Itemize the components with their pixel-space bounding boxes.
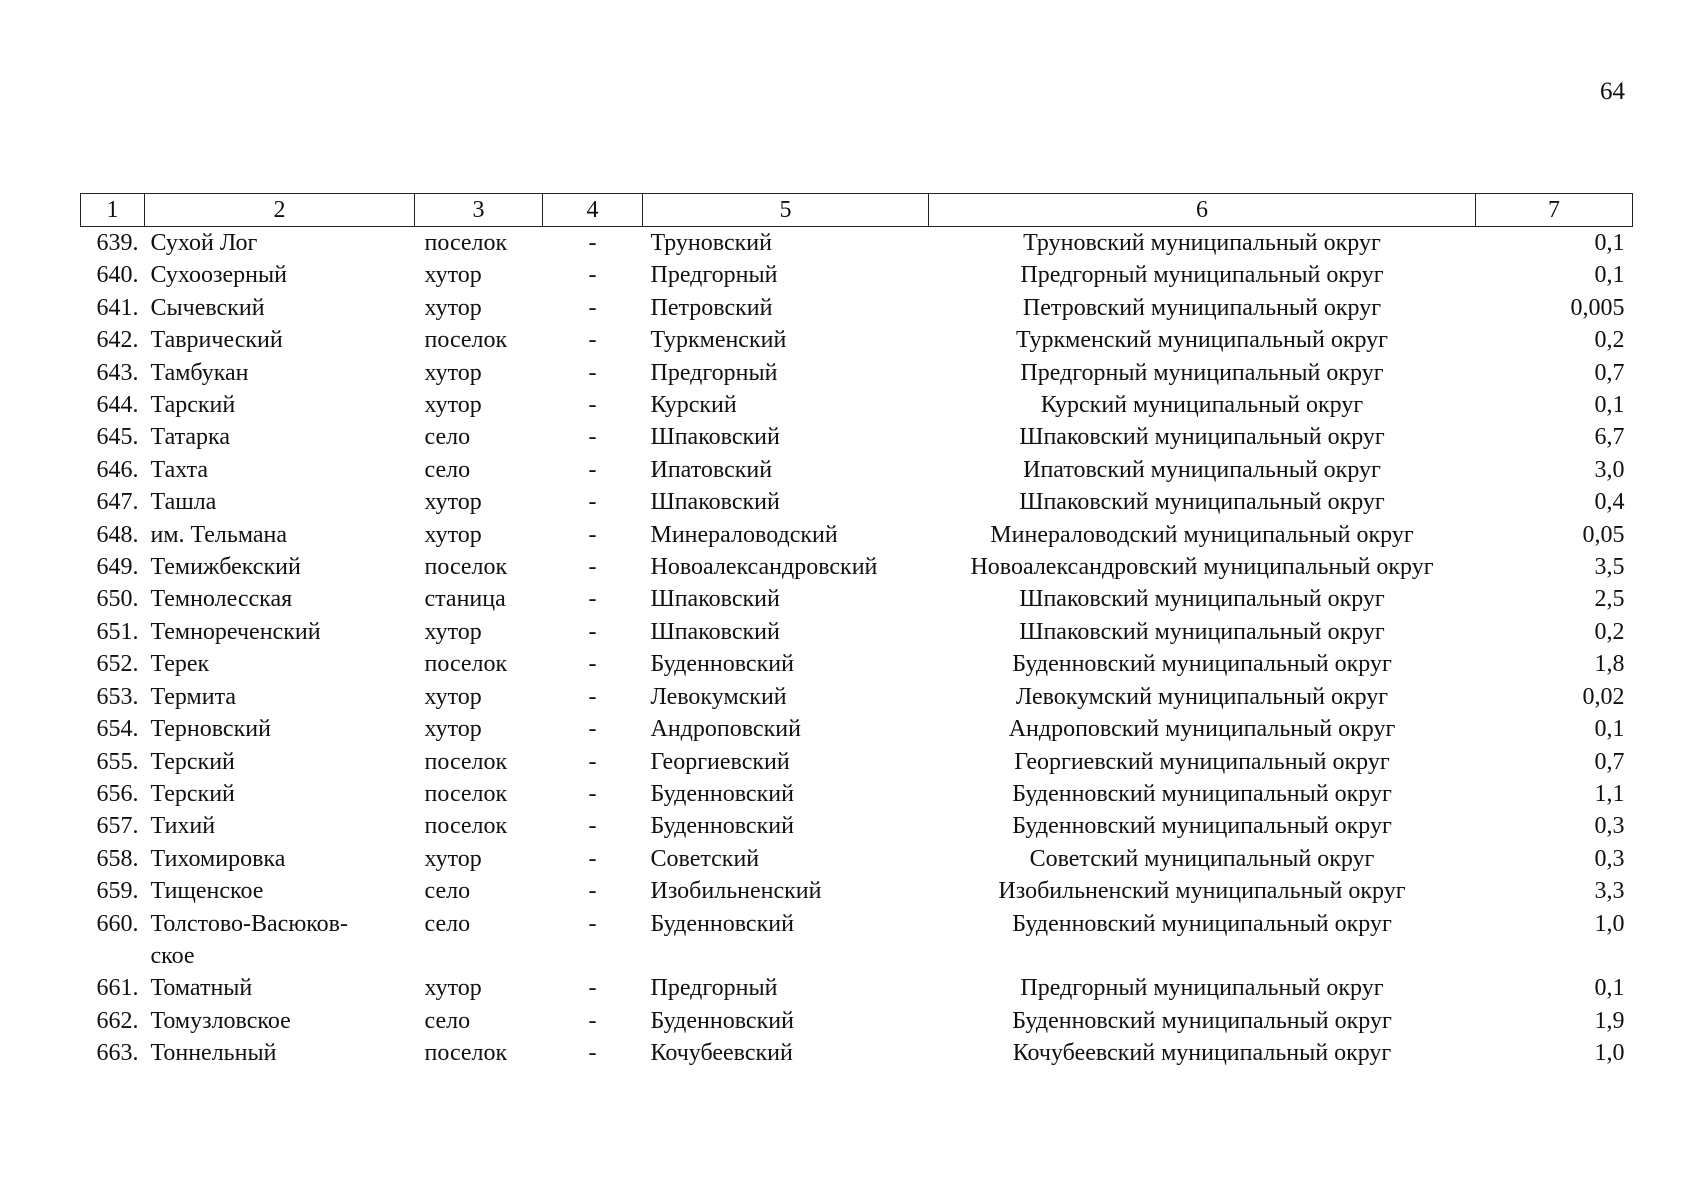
settlement-name-line: Тищенское (150, 878, 264, 905)
column-header-1: 1 (81, 194, 145, 227)
value-cell: 0,1 (1594, 262, 1625, 289)
settlement-name-line: Томузловское (150, 1007, 291, 1034)
column-4-value: - (588, 910, 597, 937)
value-cell: 0,3 (1594, 813, 1625, 840)
settlement-name-line: Таврический (150, 327, 283, 354)
settlement-name-line: Термита (150, 683, 236, 710)
row-number: 640. (96, 262, 139, 289)
settlement-name (145, 875, 415, 907)
district-name: Андроповский (650, 716, 801, 743)
table-row (81, 778, 1633, 810)
municipal-okrug: Советский муниципальный округ (1029, 845, 1375, 872)
table-row (81, 324, 1633, 356)
table-row (81, 810, 1633, 842)
table-row (81, 551, 1633, 583)
district-name: Предгорный (650, 359, 778, 386)
column-header-7: 7 (1476, 194, 1633, 227)
settlement-type: хутор (424, 683, 482, 710)
table-row (81, 227, 1633, 260)
settlement-name-line: ское (150, 942, 195, 969)
district-name: Ипатовский (650, 456, 773, 483)
value-cell: 0,005 (1570, 294, 1625, 321)
municipal-okrug: Андроповский муниципальный округ (1008, 716, 1396, 743)
settlement-type: хутор (424, 618, 482, 645)
settlement-type: станица (424, 586, 506, 613)
table-row (81, 972, 1633, 1004)
row-number: 642. (96, 327, 139, 354)
settlement-name-line: Тоннельный (150, 1040, 277, 1067)
settlement-name-line: Тихомировка (150, 845, 286, 872)
settlement-type: село (424, 424, 471, 451)
settlement-type: поселок (424, 651, 508, 678)
district-name: Новоалександровский (650, 554, 878, 581)
settlement-name-line: им. Тельмана (150, 521, 288, 548)
settlement-type: село (424, 910, 471, 937)
column-header-5: 5 (643, 194, 929, 227)
municipal-okrug: Буденновский муниципальный округ (1012, 813, 1392, 840)
value-cell: 0,05 (1582, 521, 1625, 548)
row-number: 656. (96, 780, 139, 807)
column-4-value: - (588, 456, 597, 483)
settlement-name (145, 746, 415, 778)
value-cell: 0,1 (1594, 392, 1625, 419)
row-number: 649. (96, 554, 139, 581)
value-cell: 0,3 (1594, 845, 1625, 872)
municipal-okrug: Изобильненский муниципальный округ (998, 878, 1406, 905)
settlement-name (145, 519, 415, 551)
municipal-okrug: Петровский муниципальный округ (1022, 294, 1382, 321)
column-4-value: - (588, 845, 597, 872)
table-body (81, 227, 1633, 1070)
district-name: Левокумский (650, 683, 787, 710)
settlement-type: поселок (424, 1040, 508, 1067)
settlement-name (145, 292, 415, 324)
row-number: 654. (96, 716, 139, 743)
settlement-name (145, 583, 415, 615)
value-cell: 1,1 (1594, 780, 1625, 807)
column-header-3: 3 (415, 194, 543, 227)
value-cell: 0,1 (1594, 230, 1625, 256)
settlement-type: поселок (424, 327, 508, 354)
settlement-type: хутор (424, 521, 482, 548)
settlement-type: хутор (424, 294, 482, 321)
value-cell: 0,02 (1582, 683, 1625, 710)
settlement-name-line: Тахта (150, 456, 209, 483)
settlement-name-line: Тарский (150, 392, 236, 419)
district-name: Изобильненский (650, 878, 822, 905)
settlement-name-line: Темнолесская (150, 586, 293, 613)
table-row (81, 421, 1633, 453)
district-name: Шпаковский (650, 424, 780, 451)
district-name: Кочубеевский (650, 1040, 793, 1067)
table-row (81, 292, 1633, 324)
settlement-name (145, 1005, 415, 1037)
column-header-4: 4 (543, 194, 643, 227)
column-4-value: - (588, 359, 597, 386)
settlement-name-line: Толстово-Васюков- (150, 910, 349, 937)
district-name: Минераловодский (650, 521, 838, 548)
settlement-name (145, 713, 415, 745)
column-4-value: - (588, 780, 597, 807)
settlement-name-line: Темижбекский (150, 554, 301, 581)
municipal-okrug: Буденновский муниципальный округ (1012, 910, 1392, 937)
municipal-okrug: Курский муниципальный округ (1040, 392, 1364, 419)
settlement-name (145, 324, 415, 356)
column-4-value: - (588, 1040, 597, 1067)
settlement-name (145, 616, 415, 648)
row-number: 662. (96, 1007, 139, 1034)
settlement-name-line: Терек (150, 651, 210, 678)
municipal-okrug: Шпаковский муниципальный округ (1019, 489, 1385, 516)
value-cell: 3,3 (1594, 878, 1625, 905)
table-row (81, 1037, 1633, 1069)
value-cell: 1,8 (1594, 651, 1625, 678)
settlement-name (145, 389, 415, 421)
municipal-okrug: Шпаковский муниципальный округ (1019, 586, 1385, 613)
district-name: Петровский (650, 294, 773, 321)
value-cell: 0,1 (1594, 975, 1625, 1002)
settlement-type: село (424, 1007, 471, 1034)
municipal-okrug: Буденновский муниципальный округ (1012, 1007, 1392, 1034)
row-number: 663. (96, 1040, 139, 1067)
settlement-name (145, 357, 415, 389)
row-number: 648. (96, 521, 139, 548)
value-cell: 6,7 (1594, 424, 1625, 451)
municipal-okrug: Кочубеевский муниципальный округ (1012, 1040, 1392, 1067)
column-4-value: - (588, 748, 597, 775)
settlement-type: поселок (424, 230, 508, 256)
settlement-name (145, 843, 415, 875)
settlement-name (145, 259, 415, 291)
row-number: 647. (96, 489, 139, 516)
row-number: 657. (96, 813, 139, 840)
settlement-name (145, 778, 415, 810)
table-row (81, 616, 1633, 648)
column-4-value: - (588, 262, 597, 289)
district-name: Буденновский (650, 780, 794, 807)
district-name: Буденновский (650, 813, 794, 840)
settlement-name-line: Сычевский (150, 294, 265, 321)
municipal-okrug: Георгиевский муниципальный округ (1014, 748, 1390, 775)
column-4-value: - (588, 683, 597, 710)
value-cell: 1,0 (1594, 1040, 1625, 1067)
table-row (81, 843, 1633, 875)
row-number: 661. (96, 975, 139, 1002)
district-name: Советский (650, 845, 760, 872)
table-row (81, 648, 1633, 680)
column-4-value: - (588, 230, 597, 256)
column-header-2: 2 (145, 194, 415, 227)
settlement-type: хутор (424, 392, 482, 419)
settlement-name-line: Томатный (150, 975, 253, 1002)
value-cell: 1,0 (1594, 910, 1625, 937)
row-number: 646. (96, 456, 139, 483)
settlement-name-line: Терский (150, 748, 235, 775)
settlement-name (145, 972, 415, 1004)
value-cell: 0,1 (1594, 716, 1625, 743)
column-4-value: - (588, 521, 597, 548)
municipal-okrug: Минераловодский муниципальный округ (990, 521, 1414, 548)
column-4-value: - (588, 489, 597, 516)
table-row (81, 746, 1633, 778)
settlement-name-line: Тихий (150, 813, 216, 840)
municipal-okrug: Буденновский муниципальный округ (1012, 651, 1392, 678)
district-name: Буденновский (650, 910, 794, 937)
settlement-type: хутор (424, 975, 482, 1002)
municipal-okrug: Предгорный муниципальный округ (1020, 975, 1384, 1002)
row-number: 658. (96, 845, 139, 872)
district-name: Шпаковский (650, 618, 780, 645)
settlement-name-line: Темнореченский (150, 618, 321, 645)
column-4-value: - (588, 651, 597, 678)
settlement-name (145, 648, 415, 680)
table-row (81, 681, 1633, 713)
municipal-okrug: Левокумский муниципальный округ (1015, 683, 1389, 710)
district-name: Туркменский (650, 327, 787, 354)
table-row (81, 259, 1633, 291)
row-number: 652. (96, 651, 139, 678)
value-cell: 3,0 (1594, 456, 1625, 483)
settlement-name (145, 454, 415, 486)
value-cell: 3,5 (1594, 554, 1625, 581)
table-row (81, 583, 1633, 615)
value-cell: 0,2 (1594, 618, 1625, 645)
settlement-type: поселок (424, 780, 508, 807)
row-number: 645. (96, 424, 139, 451)
settlement-type: хутор (424, 359, 482, 386)
settlement-type: село (424, 456, 471, 483)
settlement-name (145, 908, 415, 973)
settlement-name-line: Сухой Лог (150, 230, 258, 256)
row-number: 653. (96, 683, 139, 710)
district-name: Буденновский (650, 651, 794, 678)
table-row (81, 389, 1633, 421)
row-number: 639. (96, 230, 139, 256)
district-name: Шпаковский (650, 489, 780, 516)
settlement-type: поселок (424, 813, 508, 840)
row-number: 644. (96, 392, 139, 419)
row-number: 650. (96, 586, 139, 613)
column-4-value: - (588, 1007, 597, 1034)
value-cell: 0,7 (1594, 748, 1625, 775)
value-cell: 2,5 (1594, 586, 1625, 613)
column-4-value: - (588, 392, 597, 419)
municipal-okrug: Труновский муниципальный округ (1023, 230, 1381, 256)
municipal-okrug: Буденновский муниципальный округ (1012, 780, 1392, 807)
settlement-name-line: Татарка (150, 424, 230, 451)
settlement-name-line: Терский (150, 780, 235, 807)
value-cell: 0,4 (1594, 489, 1625, 516)
column-4-value: - (588, 813, 597, 840)
value-cell: 0,2 (1594, 327, 1625, 354)
district-name: Шпаковский (650, 586, 780, 613)
settlement-type: хутор (424, 489, 482, 516)
table-row (81, 519, 1633, 551)
settlements-table (80, 193, 1633, 1070)
settlement-type: поселок (424, 554, 508, 581)
table-row (81, 713, 1633, 745)
value-cell: 0,7 (1594, 359, 1625, 386)
settlement-name (145, 1037, 415, 1069)
column-4-value: - (588, 975, 597, 1002)
settlement-name (145, 810, 415, 842)
municipal-okrug: Туркменский муниципальный округ (1016, 327, 1388, 354)
column-4-value: - (588, 618, 597, 645)
settlement-type: хутор (424, 845, 482, 872)
settlement-name-line: Терновский (150, 716, 271, 743)
settlement-name-line: Ташла (150, 489, 217, 516)
column-4-value: - (588, 878, 597, 905)
settlement-name (145, 486, 415, 518)
municipal-okrug: Предгорный муниципальный округ (1020, 359, 1384, 386)
row-number: 659. (96, 878, 139, 905)
row-number: 643. (96, 359, 139, 386)
settlement-name-line: Сухоозерный (150, 262, 287, 289)
district-name: Предгорный (650, 262, 778, 289)
column-header-6: 6 (929, 194, 1476, 227)
row-number: 655. (96, 748, 139, 775)
table-row (81, 908, 1633, 973)
column-4-value: - (588, 716, 597, 743)
table-row (81, 1005, 1633, 1037)
table-row (81, 454, 1633, 486)
page-number: 64 (1600, 78, 1625, 105)
settlement-type: поселок (424, 748, 508, 775)
district-name: Труновский (650, 230, 772, 256)
row-number: 660. (96, 910, 139, 937)
column-4-value: - (588, 554, 597, 581)
municipal-okrug: Шпаковский муниципальный округ (1019, 424, 1385, 451)
value-cell: 1,9 (1594, 1007, 1625, 1034)
column-4-value: - (588, 327, 597, 354)
header-row (81, 194, 1633, 227)
row-number: 641. (96, 294, 139, 321)
settlement-type: хутор (424, 716, 482, 743)
table-row (81, 486, 1633, 518)
municipal-okrug: Новоалександровский муниципальный округ (970, 554, 1434, 581)
column-4-value: - (588, 294, 597, 321)
table-row (81, 875, 1633, 907)
settlement-name-line: Тамбукан (150, 359, 249, 386)
settlement-name (145, 551, 415, 583)
settlement-name (145, 421, 415, 453)
column-4-value: - (588, 586, 597, 613)
district-name: Буденновский (650, 1007, 794, 1034)
settlement-name (145, 227, 415, 260)
row-number: 651. (96, 618, 139, 645)
district-name: Георгиевский (650, 748, 790, 775)
district-name: Курский (650, 392, 737, 419)
municipal-okrug: Ипатовский муниципальный округ (1023, 456, 1381, 483)
municipal-okrug: Предгорный муниципальный округ (1020, 262, 1384, 289)
settlement-name (145, 681, 415, 713)
settlement-type: хутор (424, 262, 482, 289)
municipal-okrug: Шпаковский муниципальный округ (1019, 618, 1385, 645)
table-header (81, 194, 1633, 227)
district-name: Предгорный (650, 975, 778, 1002)
settlement-type: село (424, 878, 471, 905)
table-row (81, 357, 1633, 389)
column-4-value: - (588, 424, 597, 451)
